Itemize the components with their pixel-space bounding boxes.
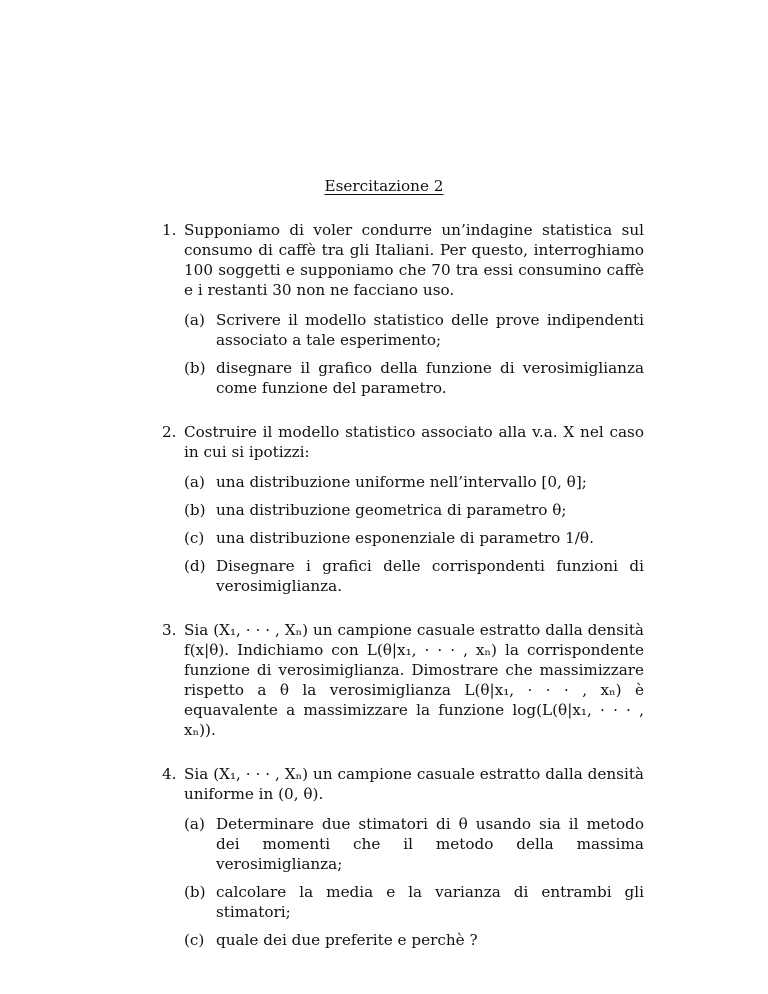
exercise-text: Supponiamo di voler condurre un’indagine statistica sul consumo di caffè tra gli Italiani. Per questo, interroghiamo 100 soggetti e supponiamo che 70 tra essi consumino caffè e i restanti 30 non ne facciano uso. (184, 221, 644, 299)
sub-item (184, 882, 644, 922)
sub-item-label: (b) (184, 501, 206, 519)
exercise-text: Costruire il modello statistico associato alla v.a. X nel caso in cui si ipotizzi: (184, 423, 644, 461)
sub-item-text: calcolare la media e la varianza di entrambi gli stimatori; (216, 883, 644, 921)
exercise-text: Sia (X₁, · · · , Xₙ) un campione casuale estratto dalla densità uniforme in (0, θ). (184, 765, 644, 803)
sub-item (184, 528, 644, 548)
page-title: Esercitazione 2 (324, 177, 444, 195)
sub-item-text: Scrivere il modello statistico delle prove indipendenti associato a tale esperimento; (216, 311, 644, 349)
exercise-number: 2. (162, 423, 177, 441)
sub-item (184, 472, 644, 492)
sub-item-label: (b) (184, 359, 206, 377)
sub-item (184, 500, 644, 520)
sub-item-text: Determinare due stimatori di θ usando sia il metodo dei momenti che il metodo della massima verosimiglianza; (216, 815, 644, 873)
sub-item-label: (a) (184, 473, 205, 491)
exercise-number: 4. (162, 765, 177, 783)
sub-item-label: (c) (184, 931, 205, 949)
sub-item (184, 930, 644, 950)
exercise-text: Sia (X₁, · · · , Xₙ) un campione casuale estratto dalla densità f(x|θ). Indichiamo con L(θ|x₁, · · · , xₙ) la corrispondente funzione di verosimiglianza. Dimostrare che massimizzare rispetto a θ la verosimiglianza L(θ|x₁, · · · , xₙ) è equavalente a massimizzare la funzione log(L(θ|x₁, · · · , xₙ)). (184, 621, 644, 739)
sub-item-text: disegnare il grafico della funzione di verosimiglianza come funzione del parametro. (216, 359, 644, 397)
sub-item-text: quale dei due preferite e perchè ? (216, 931, 478, 949)
sub-item-label: (a) (184, 815, 205, 833)
sub-item (184, 310, 644, 350)
exercise-3 (162, 620, 644, 740)
sub-item-text: una distribuzione geometrica di parametro θ; (216, 501, 567, 519)
sub-item (184, 556, 644, 596)
sub-item-text: Disegnare i grafici delle corrispondenti funzioni di verosimiglianza. (216, 557, 644, 595)
exercise-1 (162, 220, 644, 398)
exercise-4 (162, 764, 644, 950)
exercise-number: 3. (162, 621, 177, 639)
exercise-number: 1. (162, 221, 177, 239)
exercise-list (162, 220, 644, 974)
sub-item-label: (c) (184, 529, 205, 547)
sub-item-label: (b) (184, 883, 206, 901)
sub-item-label: (d) (184, 557, 206, 575)
sub-item-text: una distribuzione uniforme nell’intervallo [0, θ]; (216, 473, 587, 491)
sub-item (184, 814, 644, 874)
sub-item (184, 358, 644, 398)
sub-item-label: (a) (184, 311, 205, 329)
exercise-2 (162, 422, 644, 596)
sub-item-text: una distribuzione esponenziale di parametro 1/θ. (216, 529, 594, 547)
